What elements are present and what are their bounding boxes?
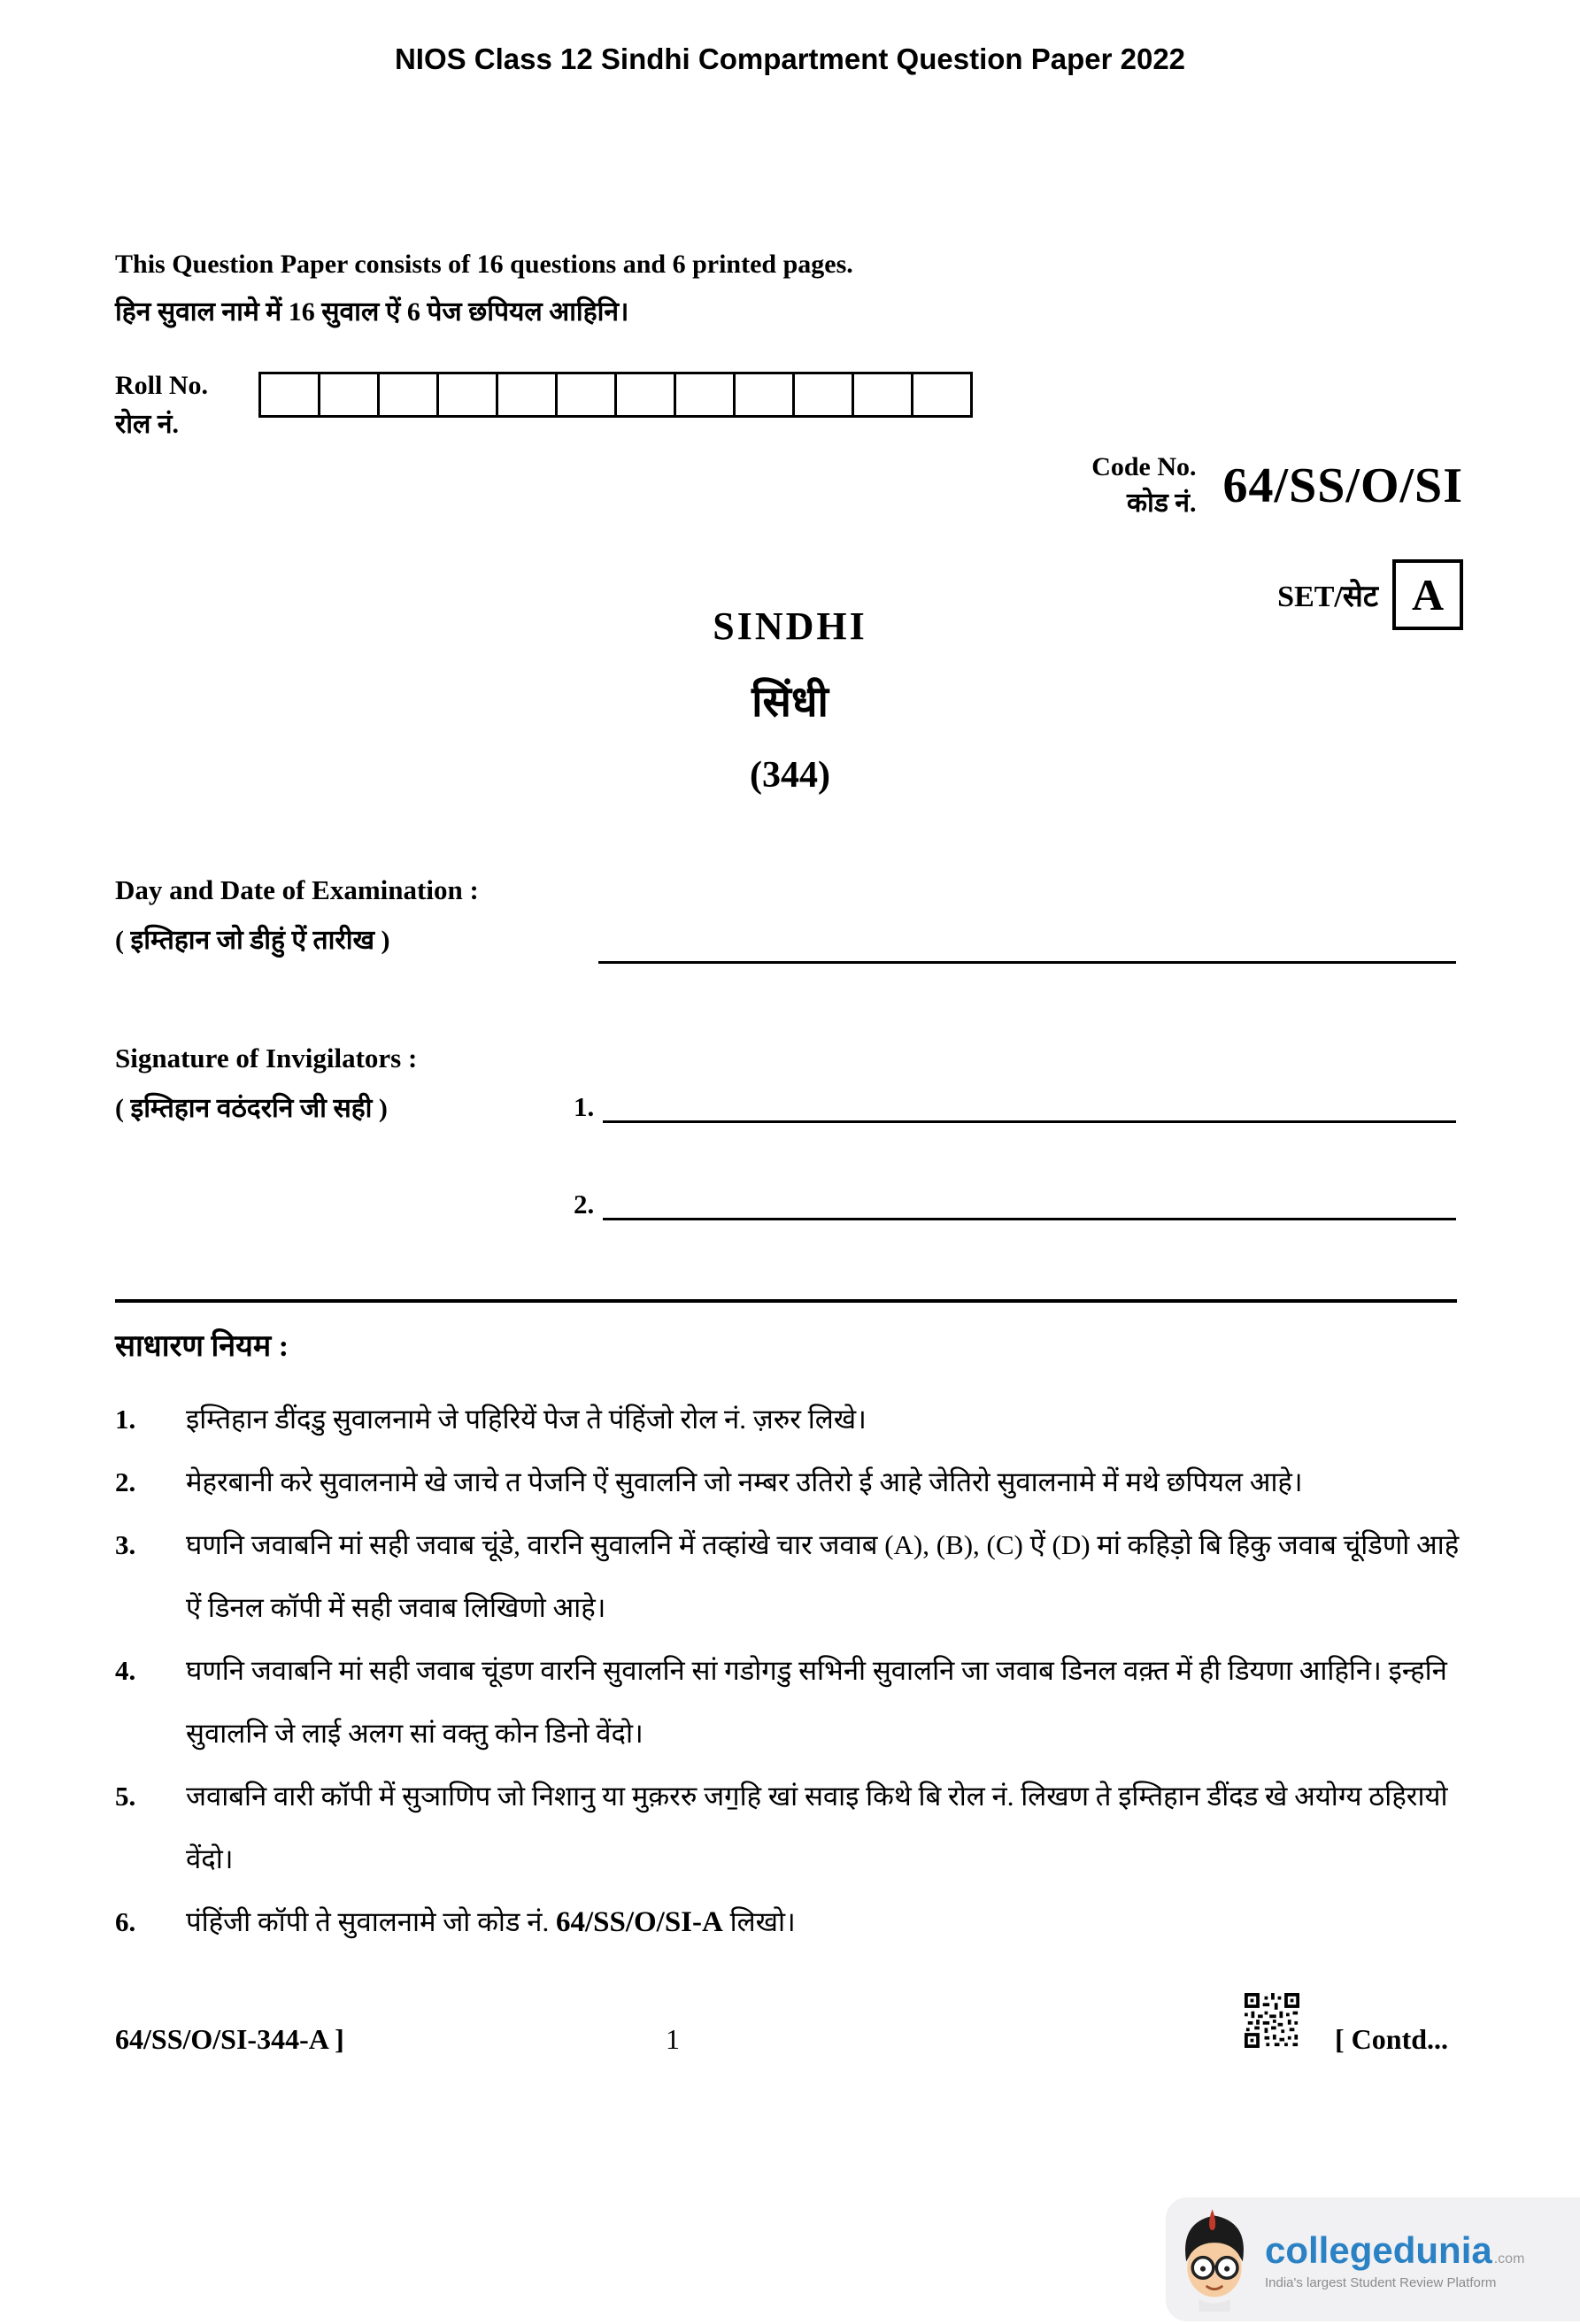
roll-number-cell	[674, 372, 736, 418]
subject-block	[0, 604, 1580, 796]
rule-text: घणनि जवाबनि मां सही जवाब चूंडण वारनि सुवालनि सां गडोगडु सभिनी सुवालनि जा जवाब डिनल वक़्त में ही डियणा आहिनि। इन्हनि सुवालनि जे लाई अलग सां वक्तु कोन डिनो वेंदो।	[186, 1655, 1447, 1749]
roll-number-cell	[733, 372, 795, 418]
day-date-blank-line	[598, 961, 1456, 964]
brand-tld: .com	[1493, 2251, 1525, 2266]
rule-item-2	[115, 1451, 1462, 1513]
intro-block	[115, 250, 853, 328]
roll-number-label-english: Roll No.	[115, 371, 208, 400]
roll-number-cell	[852, 372, 913, 418]
rule-text-prefix: पंहिंजी कॉपी ते सुवालनामे जो कोड नं.	[186, 1906, 556, 1937]
qr-code-icon	[1245, 1993, 1299, 2048]
subject-name-sindhi: सिंधी	[751, 679, 829, 726]
brand-tagline: India's largest Student Review Platform	[1265, 2274, 1497, 2290]
rule-item-4	[115, 1639, 1462, 1765]
rule-item-1	[115, 1388, 1462, 1451]
rule-item-3	[115, 1513, 1462, 1639]
general-rules-section	[115, 1324, 1462, 1954]
roll-number-label	[115, 366, 208, 443]
code-number-label-english: Code No.	[1091, 452, 1197, 481]
brand-name: collegedunia	[1265, 2228, 1492, 2271]
code-number-label-sindhi: कोड नं.	[1127, 488, 1197, 518]
section-divider	[115, 1299, 1457, 1303]
rule-number: 5.	[115, 1781, 136, 1812]
signature-label-english: Signature of Invigilators :	[115, 1043, 418, 1074]
day-date-block	[115, 874, 479, 957]
invigilator-sign-line-1	[574, 1087, 1456, 1123]
roll-number-cell	[436, 372, 498, 418]
rule-number: 2.	[115, 1466, 136, 1497]
sign-line-2-number: 2.	[574, 1189, 595, 1220]
roll-number-cell	[496, 372, 558, 418]
roll-number-cell	[911, 372, 973, 418]
rule-paper-code: 64/SS/O/SI-A	[555, 1906, 723, 1938]
code-number-block	[1091, 450, 1463, 521]
intro-line-sindhi: हिन सुवाल नामे में 16 सुवाल ऐं 6 पेज छपियल आहिनि।	[115, 297, 629, 327]
rule-number: 3.	[115, 1529, 136, 1560]
roll-number-cell	[258, 372, 320, 418]
day-date-label-english: Day and Date of Examination :	[115, 874, 479, 905]
rule-number: 1.	[115, 1404, 136, 1435]
roll-number-cell	[555, 372, 617, 418]
sign-line-1-blank	[603, 1087, 1456, 1123]
sign-line-2-blank	[603, 1184, 1456, 1220]
rule-text: इम्तिहान डींदडु सुवालनामे जे पहिरियें पेज ते पंहिंजो रोल नं. ज़रुर लिखे।	[186, 1404, 867, 1435]
subject-code: (344)	[750, 755, 830, 796]
sign-line-1-number: 1.	[574, 1091, 595, 1122]
subject-name-english: SINDHI	[713, 604, 867, 648]
rules-heading: साधारण नियम :	[115, 1330, 289, 1363]
page-number: 1	[666, 2023, 680, 2055]
roll-number-cell	[318, 372, 380, 418]
rule-number: 4.	[115, 1655, 136, 1686]
intro-line-english: This Question Paper consists of 16 questions and 6 printed pages.	[115, 250, 853, 279]
roll-number-grid	[258, 372, 973, 418]
rule-text: मेहरबानी करे सुवालनामे खे जाचे त पेजनि ऐं सुवालनि जो नम्बर उतिरो ई आहे जेतिरो सुवालनामे में मथे छपियल आहे।	[186, 1466, 1303, 1497]
signature-label-sindhi: ( इम्तिहान वठंदरनि जी सही )	[115, 1094, 388, 1123]
set-value-box: A	[1392, 559, 1463, 630]
rule-text: घणनि जवाबनि मां सही जवाब चूंडे, वारनि सुवालनि में तव्हांखे चार जवाब (A), (B), (C) ऐं (D) मां कहिड़ो बि हिकु जवाब चूंडिणो आहे ऐं डिनल कॉपी में सही जवाब लिखिणो आहे।	[186, 1529, 1460, 1623]
roll-number-label-sindhi: रोल नं.	[115, 409, 180, 439]
brand-text-block	[1265, 2229, 1524, 2290]
code-number-value: 64/SS/O/SI	[1222, 458, 1463, 513]
day-date-label-sindhi: ( इम्तिहान जो डीहुं ऐं तारीख )	[115, 926, 390, 955]
continued-label: [ Contd...	[1335, 2023, 1449, 2055]
page-title: NIOS Class 12 Sindhi Compartment Question Paper 2022	[394, 42, 1186, 75]
invigilator-sign-line-2	[574, 1184, 1456, 1220]
collegedunia-branding	[1166, 2197, 1580, 2321]
rule-text: जवाबनि वारी कॉपी में सुञाणिप जो निशानु या मुक़ररु जग॒हि खां सवाइ किथे बि रोल नं. लिखण ते इम्तिहान डींदड खे अयोग्य ठहिरायो वेंदो।	[186, 1781, 1448, 1874]
roll-number-cell	[614, 372, 676, 418]
rule-number: 6.	[115, 1906, 136, 1937]
footer-paper-code: 64/SS/O/SI-344-A ]	[115, 2023, 344, 2055]
rule-item-6	[115, 1890, 1462, 1954]
rule-text	[186, 1890, 1462, 1954]
rule-item-5	[115, 1765, 1462, 1890]
set-label: SET/सेट	[1277, 581, 1378, 613]
mascot-icon	[1176, 2207, 1252, 2312]
code-number-label	[1091, 450, 1196, 521]
rule-text-suffix: लिखो।	[722, 1906, 796, 1937]
roll-number-cell	[377, 372, 439, 418]
signature-block	[115, 1043, 417, 1125]
roll-number-cell	[792, 372, 854, 418]
